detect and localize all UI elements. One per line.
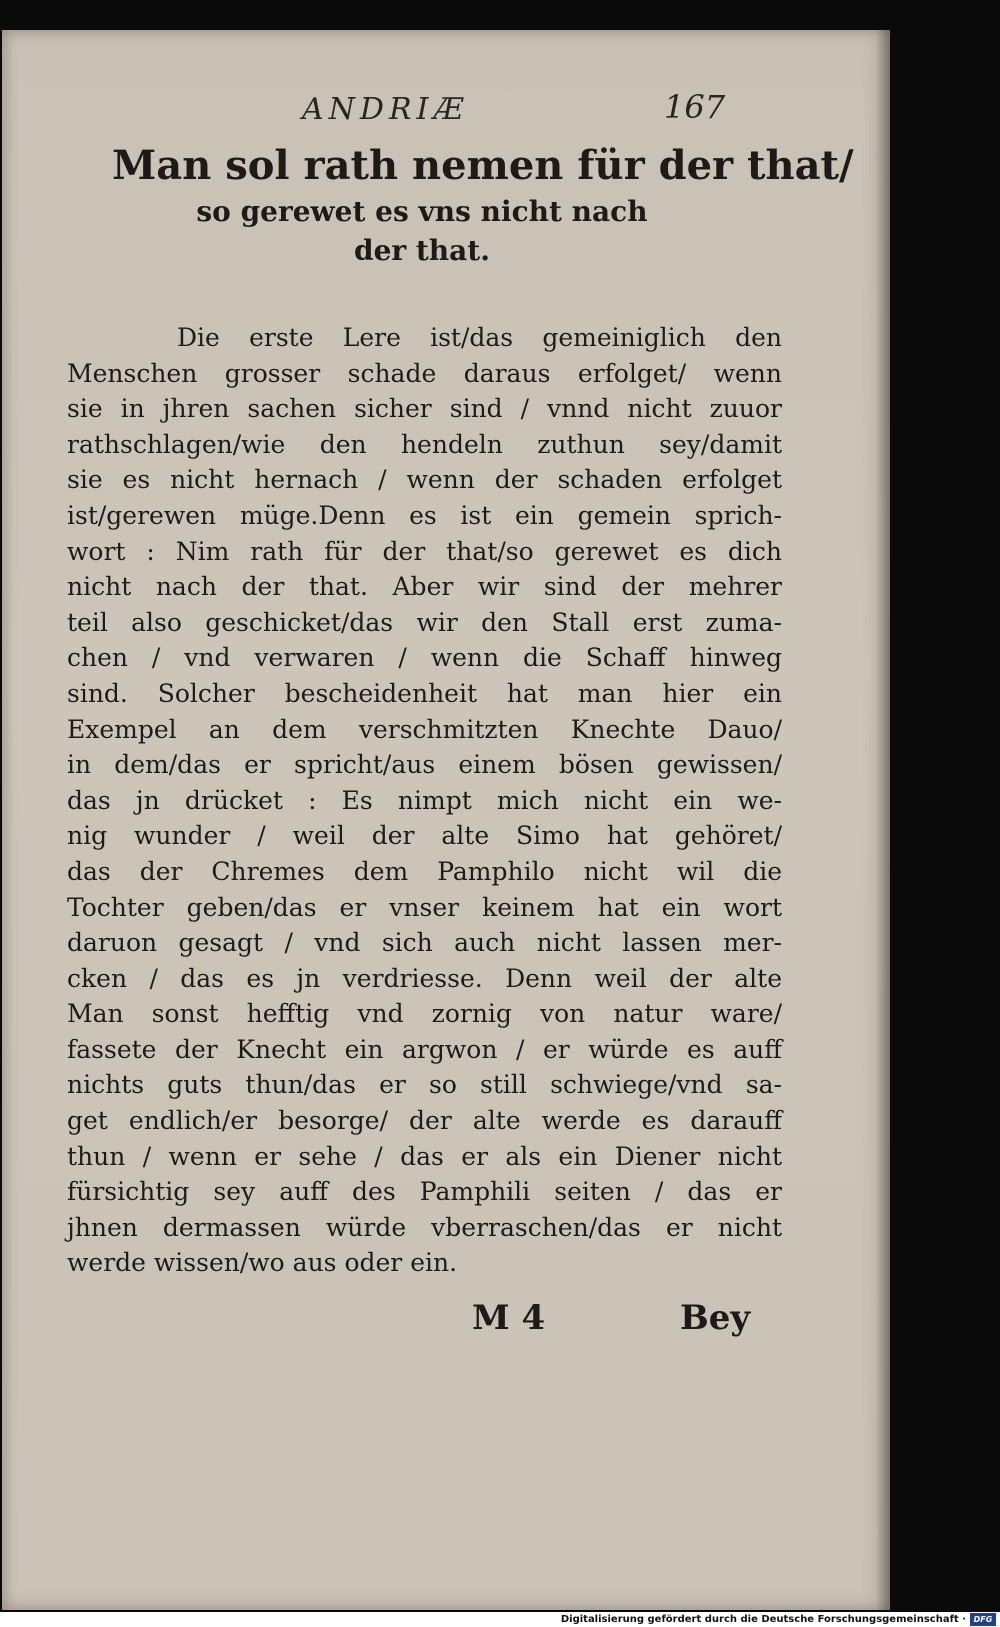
body-line: daruon gesagt / vnd sich auch nicht lassen mer‑ [67,928,782,958]
body-line: ist/gerewen müge.Denn es ist ein gemein sprich‑ [67,500,782,530]
heading-line: der that. [353,234,490,267]
body-line: sie in jhren sachen sicher sind / vnnd nicht zuuor [67,394,782,424]
body-line: das jn drücket : Es nimpt mich nicht ein we‑ [67,785,782,815]
body-line: cken / das es jn verdriesse. Denn weil der alte [67,963,782,993]
body-line: sie es nicht hernach / wenn der schaden erfolget [67,465,782,495]
body-line: fürsichtig sey auff des Pamphili seiten / das er [67,1177,782,1207]
section-heading [112,140,854,270]
heading-line: Man sol rath nemen für der that/ [112,142,854,189]
body-line: Menschen grosser schade daraus erfolget/ wenn [67,358,782,388]
body-line: nicht nach der that. Aber wir sind der mehrer [67,572,782,602]
body-text [67,320,782,1281]
body-line: das der Chremes dem Pamphilo nicht wil die [67,856,782,886]
body-line: Tochter geben/das er vnser keinem hat ein wort [67,892,782,922]
funding-credit: Digitalisierung gefördert durch die Deutsche Forschungsgemeinschaft · [560,1614,966,1625]
body-line: jhnen dermassen würde vberraschen/das er nicht [67,1212,782,1242]
body-line: thun / wenn er sehe / das er als ein Diener nicht [67,1141,782,1171]
body-line: werde wissen/wo aus oder ein. [67,1248,458,1278]
body-line: sind. Solcher bescheidenheit hat man hier ein [67,678,782,708]
catchword: Bey [680,1298,751,1338]
dfg-logo: DFG [970,1613,996,1626]
body-line: teil also geschicket/das wir den Stall erst zuma‑ [67,607,782,637]
body-line: in dem/das er spricht/aus einem bösen gewissen/ [67,750,782,780]
body-line: nig wunder / weil der alte Simo hat gehöret/ [67,821,782,851]
body-line: Die erste Lere ist/das gemeiniglich den [177,323,782,352]
heading-line: so gerewet es vns nicht nach [196,195,648,228]
body-line: Man sonst hefftig vnd zornig von natur ware/ [67,999,782,1029]
page-number: 167 [664,88,726,126]
body-line: fassete der Knecht ein argwon / er würde es auff [67,1034,782,1064]
body-line: get endlich/er besorge/ der alte werde es darauff [67,1106,782,1136]
footer-bar [0,1612,1000,1627]
body-line: chen / vnd verwaren / wenn die Schaff hinweg [67,643,782,673]
body-line: wort : Nim rath für der that/so gerewet es dich [67,536,782,566]
running-head: ANDRIÆ [302,92,469,127]
signature-mark: M 4 [472,1298,546,1338]
body-line: Exempel an dem verschmitzten Knechte Dauo/ [67,714,782,744]
body-line: nichts guts thun/das er so still schwiege/vnd sa‑ [67,1070,782,1100]
body-line: rathschlagen/wie den hendeln zuthun sey/damit [67,429,782,459]
book-page [2,30,890,1610]
